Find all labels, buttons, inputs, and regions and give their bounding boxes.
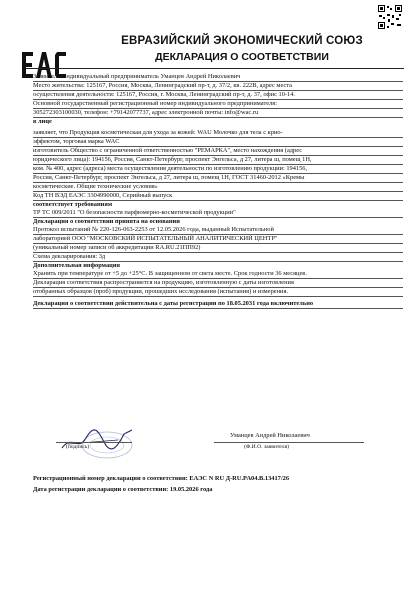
signature-caption: (подпись) [66, 444, 90, 450]
additional-info-line: отобранных образцов (проб) продукции, прошедших исследования (испытания) и измерения. [33, 288, 403, 297]
applicant-line: Основной государственный регистрационный номер индивидуального предпринимателя: [33, 100, 403, 109]
signer-caption: (Ф.И.О. заявителя) [244, 444, 290, 450]
manufacturer-line: Россия, Санкт-Петербург, проспект Энгельса, д 27, литера ш, помещ 1Н, ГОСТ 31460-2012 «Кремы [33, 174, 403, 183]
validity-statement: Декларация о соответствии действительна с даты регистрации по 18.05.2031 года включительно [33, 300, 403, 309]
declares-line: эффектом, торговая марка WAC [33, 138, 403, 147]
registration-number: Регистрационный номер декларации о соответствии: ЕАЭС N RU Д-RU.PA04.B.13417/26 [33, 475, 290, 482]
requirements-label: соответствует требованиям [33, 201, 113, 208]
additional-info-label: Дополнительная информация [33, 262, 120, 269]
basis-line: Протокол испытаний № 220-126-063-2253 от 12.05.2026 года, выданный Испытательной [33, 226, 403, 235]
signature-rule [56, 442, 132, 443]
union-title: ЕВРАЗИЙСКИЙ ЭКОНОМИЧЕСКИЙ СОЮЗ [121, 35, 363, 47]
declares-line: заявляет, что Продукция косметическая для ухода за кожей: WAU Молочко для тела с крио- [33, 129, 403, 138]
signer-name: Уманцев Андрей Николаевич [230, 432, 310, 439]
applicant-line: осуществления деятельности: 125167, Россия, г. Москва, Ленинградский пр-т, д. 37, офис 10-14. [33, 91, 403, 100]
declaration-title: ДЕКЛАРАЦИЯ О СООТВЕТСТВИИ [155, 51, 329, 63]
applicant-line: Заявитель Индивидуальный предприниматель Уманцев Андрей Николаевич [33, 73, 403, 82]
manufacturer-line: изготовитель Общество с ограниченной ответственностью "РЕМАРКА", место нахождения (адрес [33, 147, 403, 156]
declaration-body [33, 73, 403, 309]
additional-info-line: Декларация соответствия распространяется на продукцию, изготовленную с даты изготовления [33, 279, 403, 288]
in-person-caption: в лице [33, 118, 52, 125]
requirements-value: ТР ТС 009/2011 "О безопасности парфюмерно-косметической продукции" [33, 209, 403, 218]
basis-label: Декларация о соответствии принята на основании [33, 218, 180, 225]
applicant-line: Место жительства: 125167, Россия, Москва, Ленинградский пр-т, д. 37/2, кв. 222В, адрес места [33, 82, 403, 91]
manufacturer-line: юридического лица): 194156, Россия, Санкт-Петербург, проспект Энгельса, д 27, литера ш, помещ 1Н, [33, 156, 403, 165]
registration-date: Дата регистрации декларации о соответствии: 19.05.2026 года [33, 486, 213, 493]
basis-line: лабораторией ООО "МОСКОВСКИЙ ИСПЫТАТЕЛЬНЫЙ АНАЛИТИЧЕСКИЙ ЦЕНТР" [33, 235, 403, 244]
additional-info-line: Хранить при температуре от +5 до +25°С. В защищенном от света месте. Срок годности 36 месяцев. [33, 270, 403, 279]
qr-code-icon [377, 4, 403, 30]
manufacturer-line: ком. № 400, адрес (адреса) места осуществления деятельности по изготовлению продукции: 194156, [33, 165, 403, 174]
header-divider [26, 68, 404, 69]
signer-rule [214, 442, 364, 443]
signature-icon [58, 426, 138, 456]
tnved-code-line: Код ТН ВЭД ЕАЭС 3304990000, Серийный выпуск [33, 192, 403, 201]
applicant-line: 305272303100030, телефон: +79142077737, адрес электронной почты: info@wac.ru [33, 109, 403, 118]
basis-line: Схема декларирования: 3д [33, 253, 403, 262]
basis-line: (уникальный номер записи об аккредитации RA.RU.21ПП92) [33, 244, 403, 253]
manufacturer-line: косметические. Общие технические условия» [33, 183, 403, 192]
